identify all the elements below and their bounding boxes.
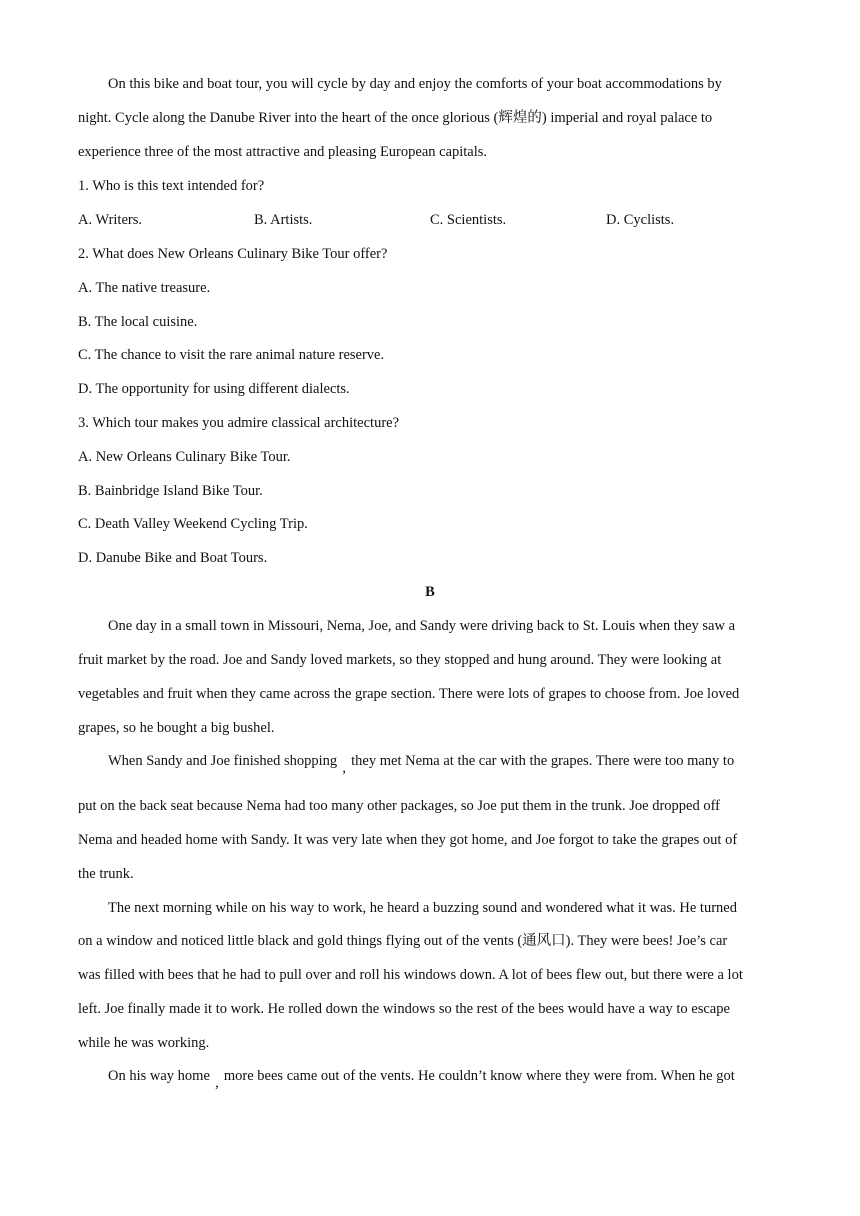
paragraph-2-line: Nema and headed home with Sandy. It was very late when they got home, and Joe forgot to take the grapes out of [78, 832, 738, 848]
paragraph-4-text-end: more bees came out of the vents. He couldn’t know where they were from. When he got [223, 1068, 735, 1084]
paragraph-2-text-end: they met Nema at the car with the grapes. There were too many to [351, 753, 735, 769]
question-3-option-a: A. New Orleans Culinary Bike Tour. [78, 449, 291, 465]
paragraph-3-line: was filled with bees that he had to pull over and roll his windows down. A lot of bees flew out, but there were a lot [78, 967, 743, 983]
intro-line-2: night. Cycle along the Danube River into the heart of the once glorious (辉煌的) imperial and royal palace to [78, 110, 713, 126]
paragraph-1-line: grapes, so he bought a big bushel. [78, 720, 275, 736]
paragraph-3-line: The next morning while on his way to work, he heard a buzzing sound and wondered what it was. He turned [108, 900, 737, 916]
question-2-option-a: A. The native treasure. [78, 280, 211, 296]
question-1-option-b: B. Artists. [254, 212, 313, 228]
paragraph-2-first-line [108, 752, 735, 776]
intro-line-3: experience three of the most attractive and pleasing European capitals. [78, 144, 488, 160]
paragraph-2-comma: , [342, 760, 346, 776]
paragraph-4-text-start: On his way home [108, 1068, 210, 1084]
question-1-option-c: C. Scientists. [430, 212, 507, 228]
question-3-stem: 3. Which tour makes you admire classical architecture? [78, 415, 400, 431]
paragraph-1-line: vegetables and fruit when they came across the grape section. There were lots of grapes to choose from. Joe loved [78, 686, 740, 702]
paragraph-3-line: on a window and noticed little black and gold things flying out of the vents (通风口). They were bees! Joe’s car [78, 933, 728, 949]
section-heading: B [425, 584, 435, 600]
question-2-stem: 2. What does New Orleans Culinary Bike Tour offer? [78, 246, 388, 262]
paragraph-4-first-line [108, 1067, 735, 1091]
question-3-option-b: B. Bainbridge Island Bike Tour. [78, 483, 263, 499]
question-3-option-c: C. Death Valley Weekend Cycling Trip. [78, 516, 308, 532]
question-1-option-a: A. Writers. [78, 212, 142, 228]
question-1-stem: 1. Who is this text intended for? [78, 178, 265, 194]
question-1-option-d: D. Cyclists. [606, 212, 675, 228]
paragraph-3-line: left. Joe finally made it to work. He rolled down the windows so the rest of the bees would have a way to escape [78, 1001, 730, 1017]
question-2-option-b: B. The local cuisine. [78, 314, 198, 330]
paragraph-3-line: while he was working. [78, 1035, 210, 1051]
paragraph-1-line: fruit market by the road. Joe and Sandy loved markets, so they stopped and hung around. They were looking at [78, 652, 722, 668]
paragraph-2-text-start: When Sandy and Joe finished shopping [108, 753, 338, 769]
paragraph-4-comma: , [215, 1075, 219, 1091]
intro-line-1: On this bike and boat tour, you will cycle by day and enjoy the comforts of your boat accommodations by [108, 76, 722, 92]
paragraph-2-line: the trunk. [78, 866, 134, 882]
paragraph-2-line: put on the back seat because Nema had too many other packages, so Joe put them in the trunk. Joe dropped off [78, 798, 720, 814]
question-2-option-c: C. The chance to visit the rare animal nature reserve. [78, 347, 385, 363]
question-3-option-d: D. Danube Bike and Boat Tours. [78, 550, 268, 566]
question-2-option-d: D. The opportunity for using different dialects. [78, 381, 350, 397]
paragraph-1-line: One day in a small town in Missouri, Nema, Joe, and Sandy were driving back to St. Louis when they saw a [108, 618, 736, 634]
